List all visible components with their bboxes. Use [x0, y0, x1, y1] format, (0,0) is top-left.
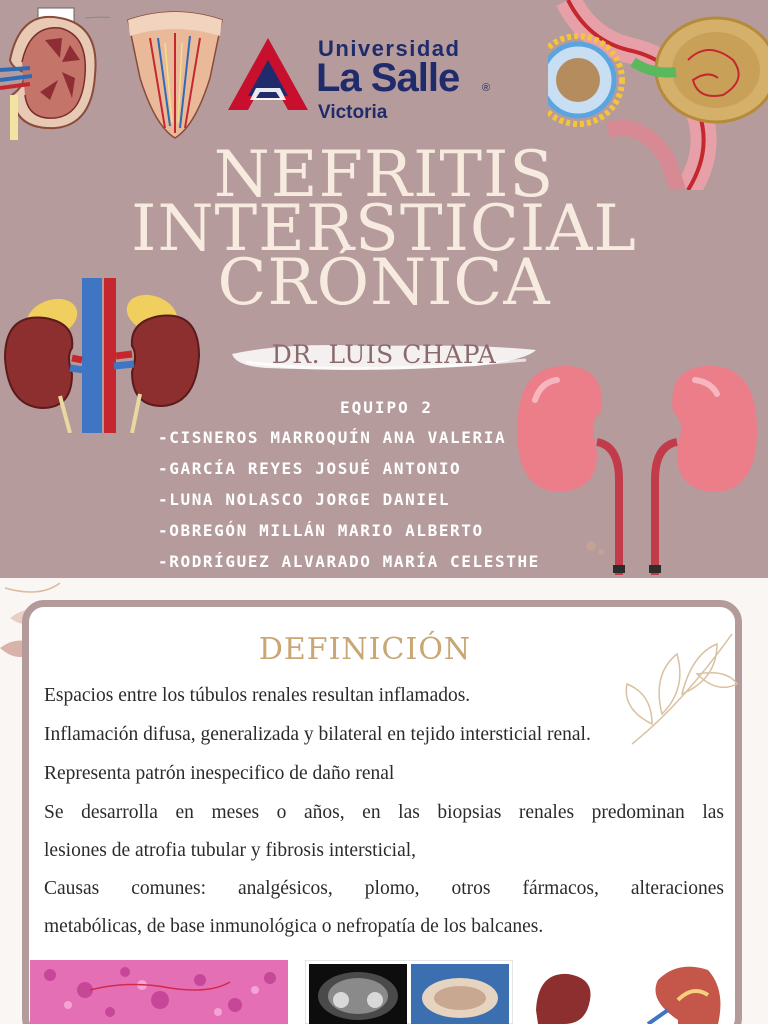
renal-pyramid-illustration [120, 8, 230, 143]
definition-line: metabólicas, de base inmunológica o nefropatía de los balcanes. [44, 916, 544, 937]
pink-kidneys-illustration [505, 360, 768, 578]
definition-line: Se desarrolla en meses o años, en las biopsias renales predominan las [44, 802, 724, 823]
la-salle-logo-icon [226, 36, 310, 116]
team-label: EQUIPO 2 [340, 398, 434, 417]
logo-campus-text: Victoria [318, 102, 388, 123]
definition-line: Representa patrón inespecifico de daño renal [44, 763, 395, 784]
title-line-1: NEFRITIS [213, 138, 555, 212]
team-member: -CISNEROS MARROQUÍN ANA VALERIA [158, 428, 507, 447]
definition-line: lesiones de atrofia tubular y fibrosis intersticial, [44, 840, 417, 861]
definition-line: Inflamación difusa, generalizada y bilateral en tejido intersticial renal. [44, 724, 591, 745]
team-member: -GARCÍA REYES JOSUÉ ANTONIO [158, 459, 462, 478]
title-line-3: CRÓNICA [217, 246, 551, 320]
team-member: -LUNA NOLASCO JORGE DANIEL [158, 490, 451, 509]
team-member: -OBREGÓN MILLÁN MARIO ALBERTO [158, 521, 484, 540]
definition-heading: DEFINICIÓN [258, 632, 472, 667]
kidneys-anatomy-illustration [0, 278, 205, 433]
kidney-cross-section-illustration [0, 0, 110, 145]
histology-micrograph-image [30, 960, 288, 1024]
logo-la-salle-text: La Salle [316, 56, 460, 100]
team-member: -RODRÍGUEZ ALVARADO MARÍA CELESTHE [158, 552, 540, 571]
logo-registered-mark: ® [482, 82, 491, 94]
kidney-section-illustration [528, 960, 728, 1024]
definition-line: Espacios entre los túbulos renales resultan inflamados. [44, 685, 471, 706]
logo-university-text: Universidad [318, 36, 461, 61]
title-line-2: INTERSTICIAL [131, 192, 637, 266]
doctor-name: DR. LUIS CHAPA [271, 340, 497, 369]
definition-line: Causas comunes: analgésicos, plomo, otros fármacos, alteraciones [44, 878, 724, 899]
definition-slide [0, 578, 768, 1024]
ct-scan-and-specimen-image [305, 960, 513, 1024]
